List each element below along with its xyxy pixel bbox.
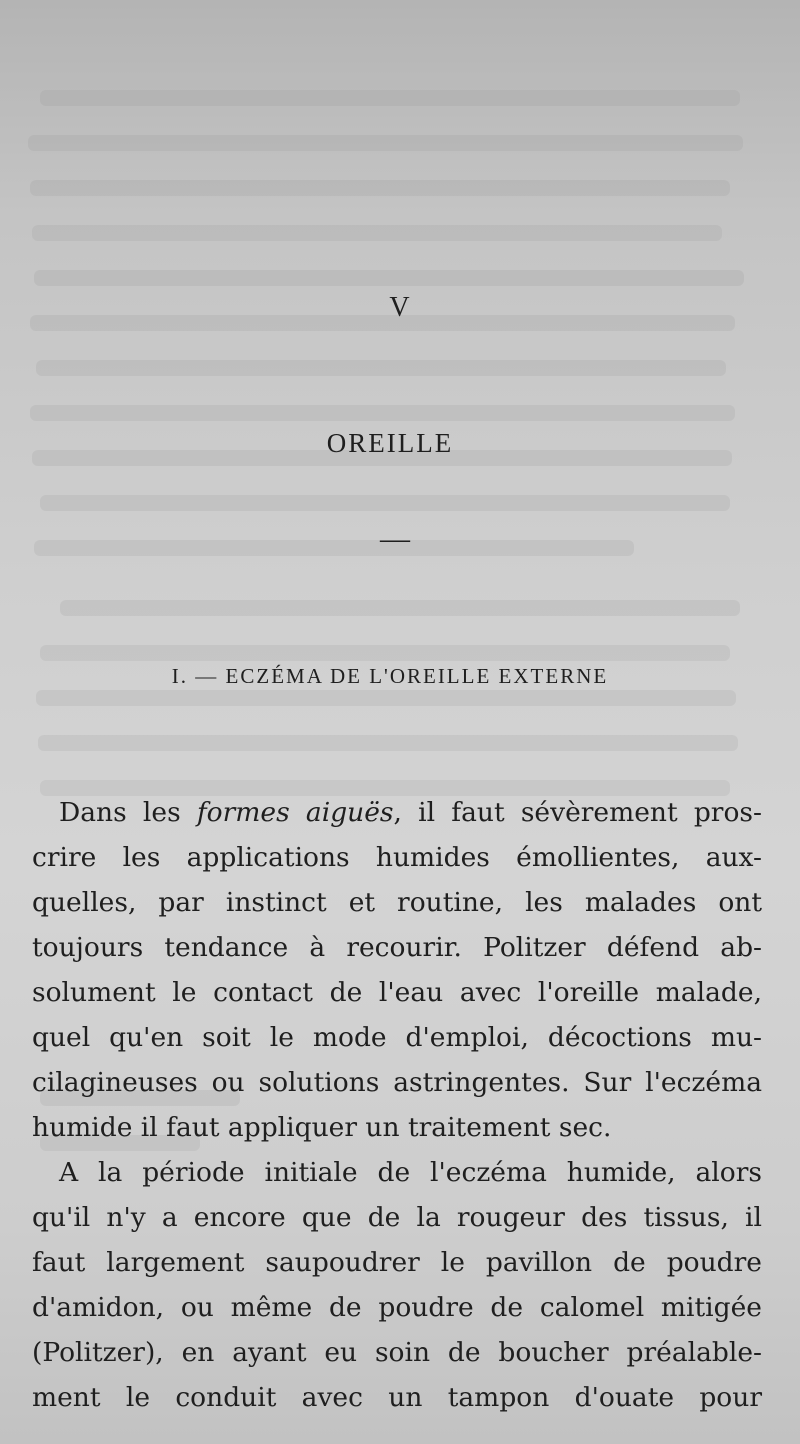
text-line: quel qu'en soit le mode d'emploi, décoctions mu- xyxy=(32,1022,762,1053)
chapter-separator: — xyxy=(380,522,410,555)
text-line: crire les applications humides émollientes, aux- xyxy=(32,842,762,873)
paragraph-2 xyxy=(32,1150,762,1420)
chapter-number: V xyxy=(389,292,411,323)
text-line: humide il faut appliquer un traitement sec. xyxy=(32,1112,612,1143)
text-line: cilagineuses ou solutions astringentes. Sur l'eczéma xyxy=(32,1067,762,1098)
text-line: ment le conduit avec un tampon d'ouate pour xyxy=(32,1382,762,1413)
section-heading: I. — ECZÉMA DE L'OREILLE EXTERNE xyxy=(171,664,609,688)
text-run: Dans les xyxy=(59,797,197,828)
emphasis-formes-aigues: formes aiguës xyxy=(196,797,394,828)
text-line xyxy=(32,790,762,835)
text-line: quelles, par instinct et routine, les malades ont xyxy=(32,887,762,918)
text-line: faut largement saupoudrer le pavillon de poudre xyxy=(32,1247,762,1278)
text-line: qu'il n'y a encore que de la rougeur des tissus, il xyxy=(32,1202,762,1233)
paragraph-1 xyxy=(32,790,762,1150)
text-line: toujours tendance à recourir. Politzer défend ab- xyxy=(32,932,762,963)
text-run: , il faut sévèrement pros- xyxy=(393,797,762,828)
chapter-title: OREILLE xyxy=(326,428,454,458)
text-line: A la période initiale de l'eczéma humide, alors xyxy=(59,1157,762,1188)
text-line: d'amidon, ou même de poudre de calomel mitigée xyxy=(32,1292,762,1323)
body-text xyxy=(32,790,762,1420)
text-line: solument le contact de l'eau avec l'oreille malade, xyxy=(32,977,762,1008)
text-line: (Politzer), en ayant eu soin de boucher préalable- xyxy=(32,1337,762,1368)
